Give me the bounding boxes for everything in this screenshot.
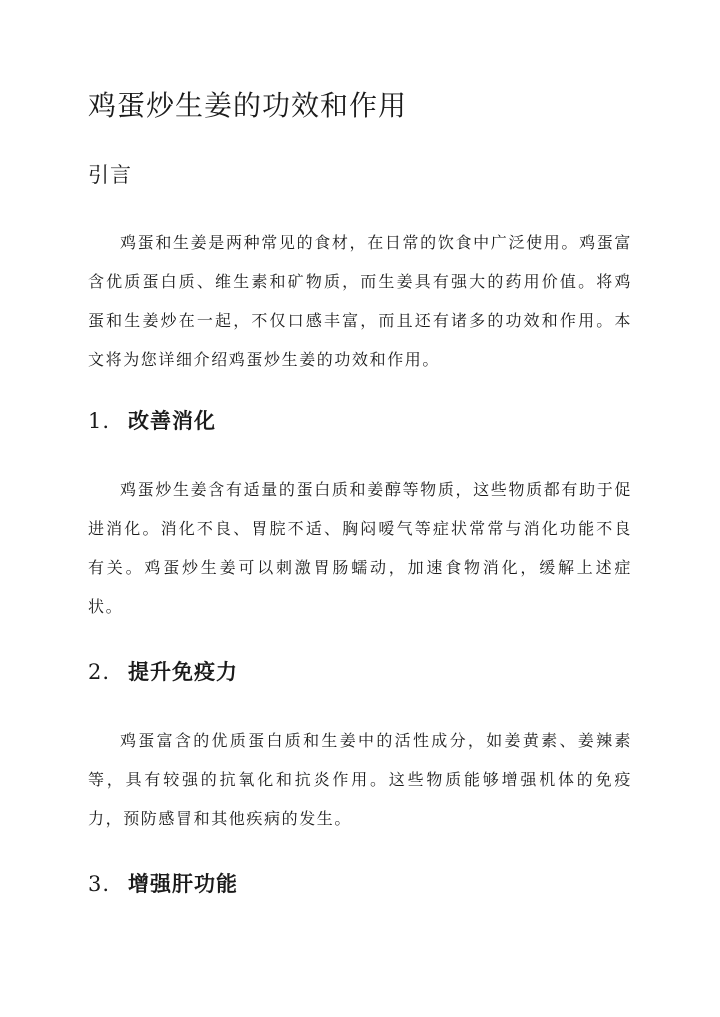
section-heading-liver bbox=[88, 868, 632, 900]
section-number: 1. bbox=[88, 409, 111, 433]
section-paragraph-immunity: 鸡蛋富含的优质蛋白质和生姜中的活性成分，如姜黄素、姜辣素等，具有较强的抗氧化和抗炎作用。这些物质能够增强机体的免疫力，预防感冒和其他疾病的发生。 bbox=[88, 731, 632, 828]
section-title: 提升免疫力 bbox=[128, 659, 239, 684]
section-heading-immunity bbox=[88, 656, 632, 688]
intro-paragraph: 鸡蛋和生姜是两种常见的食材，在日常的饮食中广泛使用。鸡蛋富含优质蛋白质、维生素和矿物质，而生姜具有强大的药用价值。将鸡蛋和生姜炒在一起，不仅口感丰富，而且还有诸多的功效和作用。本文将为您详细介绍鸡蛋炒生姜的功效和作用。 bbox=[88, 233, 632, 369]
intro-heading: 引言 bbox=[88, 163, 132, 187]
section-heading-digestion bbox=[88, 405, 632, 437]
section-title: 改善消化 bbox=[128, 408, 217, 433]
section-number: 3. bbox=[88, 872, 111, 896]
section-paragraph-digestion: 鸡蛋炒生姜含有适量的蛋白质和姜醇等物质，这些物质都有助于促进消化。消化不良、胃脘不适、胸闷嗳气等症状常常与消化功能不良有关。鸡蛋炒生姜可以刺激胃肠蠕动，加速食物消化，缓解上述症状。 bbox=[88, 480, 632, 616]
page-title: 鸡蛋炒生姜的功效和作用 bbox=[88, 89, 408, 122]
section-title: 增强肝功能 bbox=[128, 871, 239, 896]
section-number: 2. bbox=[88, 660, 111, 684]
